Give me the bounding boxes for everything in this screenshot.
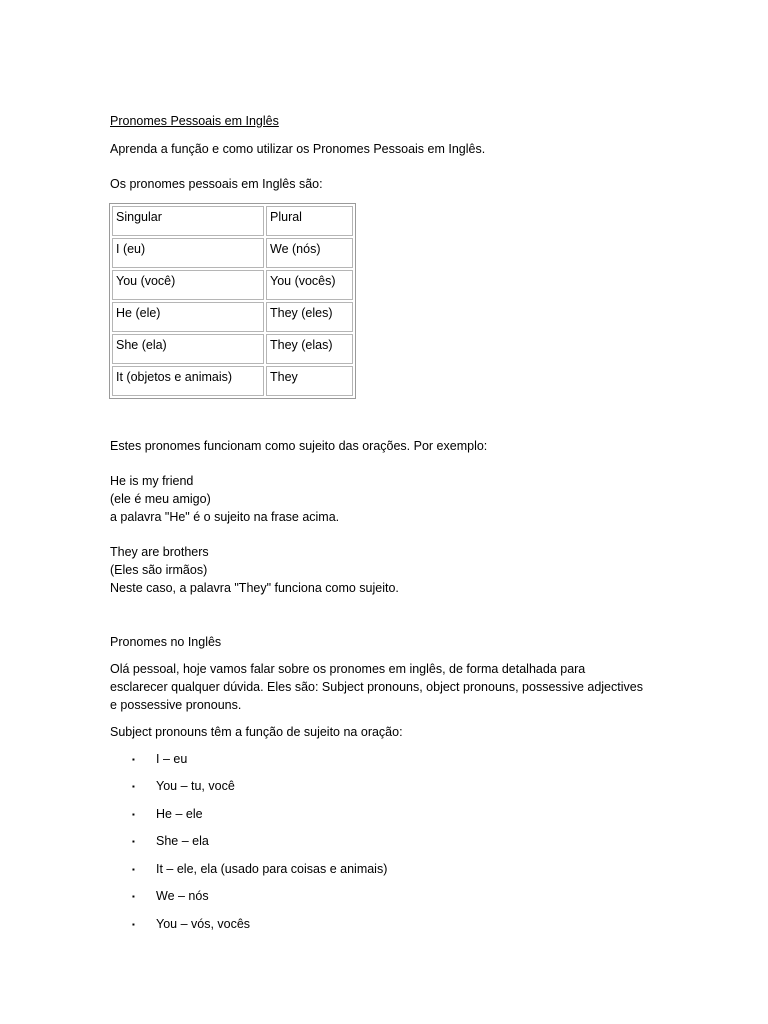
bullet-icon: ▪ (132, 755, 135, 764)
table-cell: You (você) (112, 270, 264, 300)
table-cell: It (objetos e animais) (112, 366, 264, 396)
subject-text: Estes pronomes funcionam como sujeito das orações. Por exemplo: (110, 439, 488, 453)
table-row (112, 270, 353, 300)
example2-line: Neste caso, a palavra "They" funciona como sujeito. (110, 581, 399, 595)
table-row (112, 334, 353, 364)
table-header-row (112, 206, 353, 236)
table-cell: She (ela) (112, 334, 264, 364)
list-item-text: You – vós, vocês (156, 917, 251, 931)
table-row (112, 238, 353, 268)
list-intro-text: Os pronomes pessoais em Inglês são: (110, 177, 323, 191)
list-item-text: We – nós (156, 889, 209, 903)
table-cell: I (eu) (112, 238, 264, 268)
table-cell: They (266, 366, 353, 396)
section2-paragraph-line: Olá pessoal, hoje vamos falar sobre os pronomes em inglês, de forma detalhada para (110, 662, 586, 676)
list-item-text: She – ela (156, 834, 209, 848)
example2-line: They are brothers (110, 545, 209, 559)
example1-line: (ele é meu amigo) (110, 492, 211, 506)
intro-text: Aprenda a função e como utilizar os Pronomes Pessoais em Inglês. (110, 142, 486, 156)
pronouns-table (109, 203, 356, 399)
table-row (112, 302, 353, 332)
table-cell: He (ele) (112, 302, 264, 332)
table-cell: You (vocês) (266, 270, 353, 300)
bullet-icon: ▪ (132, 782, 135, 791)
page-title: Pronomes Pessoais em Inglês (110, 114, 279, 128)
table-cell: We (nós) (266, 238, 353, 268)
table-header-cell: Singular (112, 206, 264, 236)
example1-line: a palavra "He" é o sujeito na frase acima. (110, 510, 340, 524)
bullet-icon: ▪ (132, 865, 135, 874)
bullet-icon: ▪ (132, 810, 135, 819)
section2-title: Pronomes no Inglês (110, 635, 222, 649)
bullet-icon: ▪ (132, 892, 135, 901)
bullet-icon: ▪ (132, 920, 135, 929)
list-item-text: I – eu (156, 752, 188, 766)
list-item-text: You – tu, você (156, 779, 235, 793)
example2-line: (Eles são irmãos) (110, 563, 208, 577)
table-row (112, 366, 353, 396)
section2-paragraph-line: esclarecer qualquer dúvida. Eles são: Subject pronouns, object pronouns, possessive adjectives (110, 680, 643, 694)
section2-paragraph-line: e possessive pronouns. (110, 698, 242, 712)
bullet-icon: ▪ (132, 837, 135, 846)
list-item-text: He – ele (156, 807, 203, 821)
list-item-text: It – ele, ela (usado para coisas e animais) (156, 862, 388, 876)
table-cell: They (eles) (266, 302, 353, 332)
example1-line: He is my friend (110, 474, 194, 488)
subject-pronouns-intro: Subject pronouns têm a função de sujeito na oração: (110, 725, 403, 739)
table-cell: They (elas) (266, 334, 353, 364)
table-header-cell: Plural (266, 206, 353, 236)
